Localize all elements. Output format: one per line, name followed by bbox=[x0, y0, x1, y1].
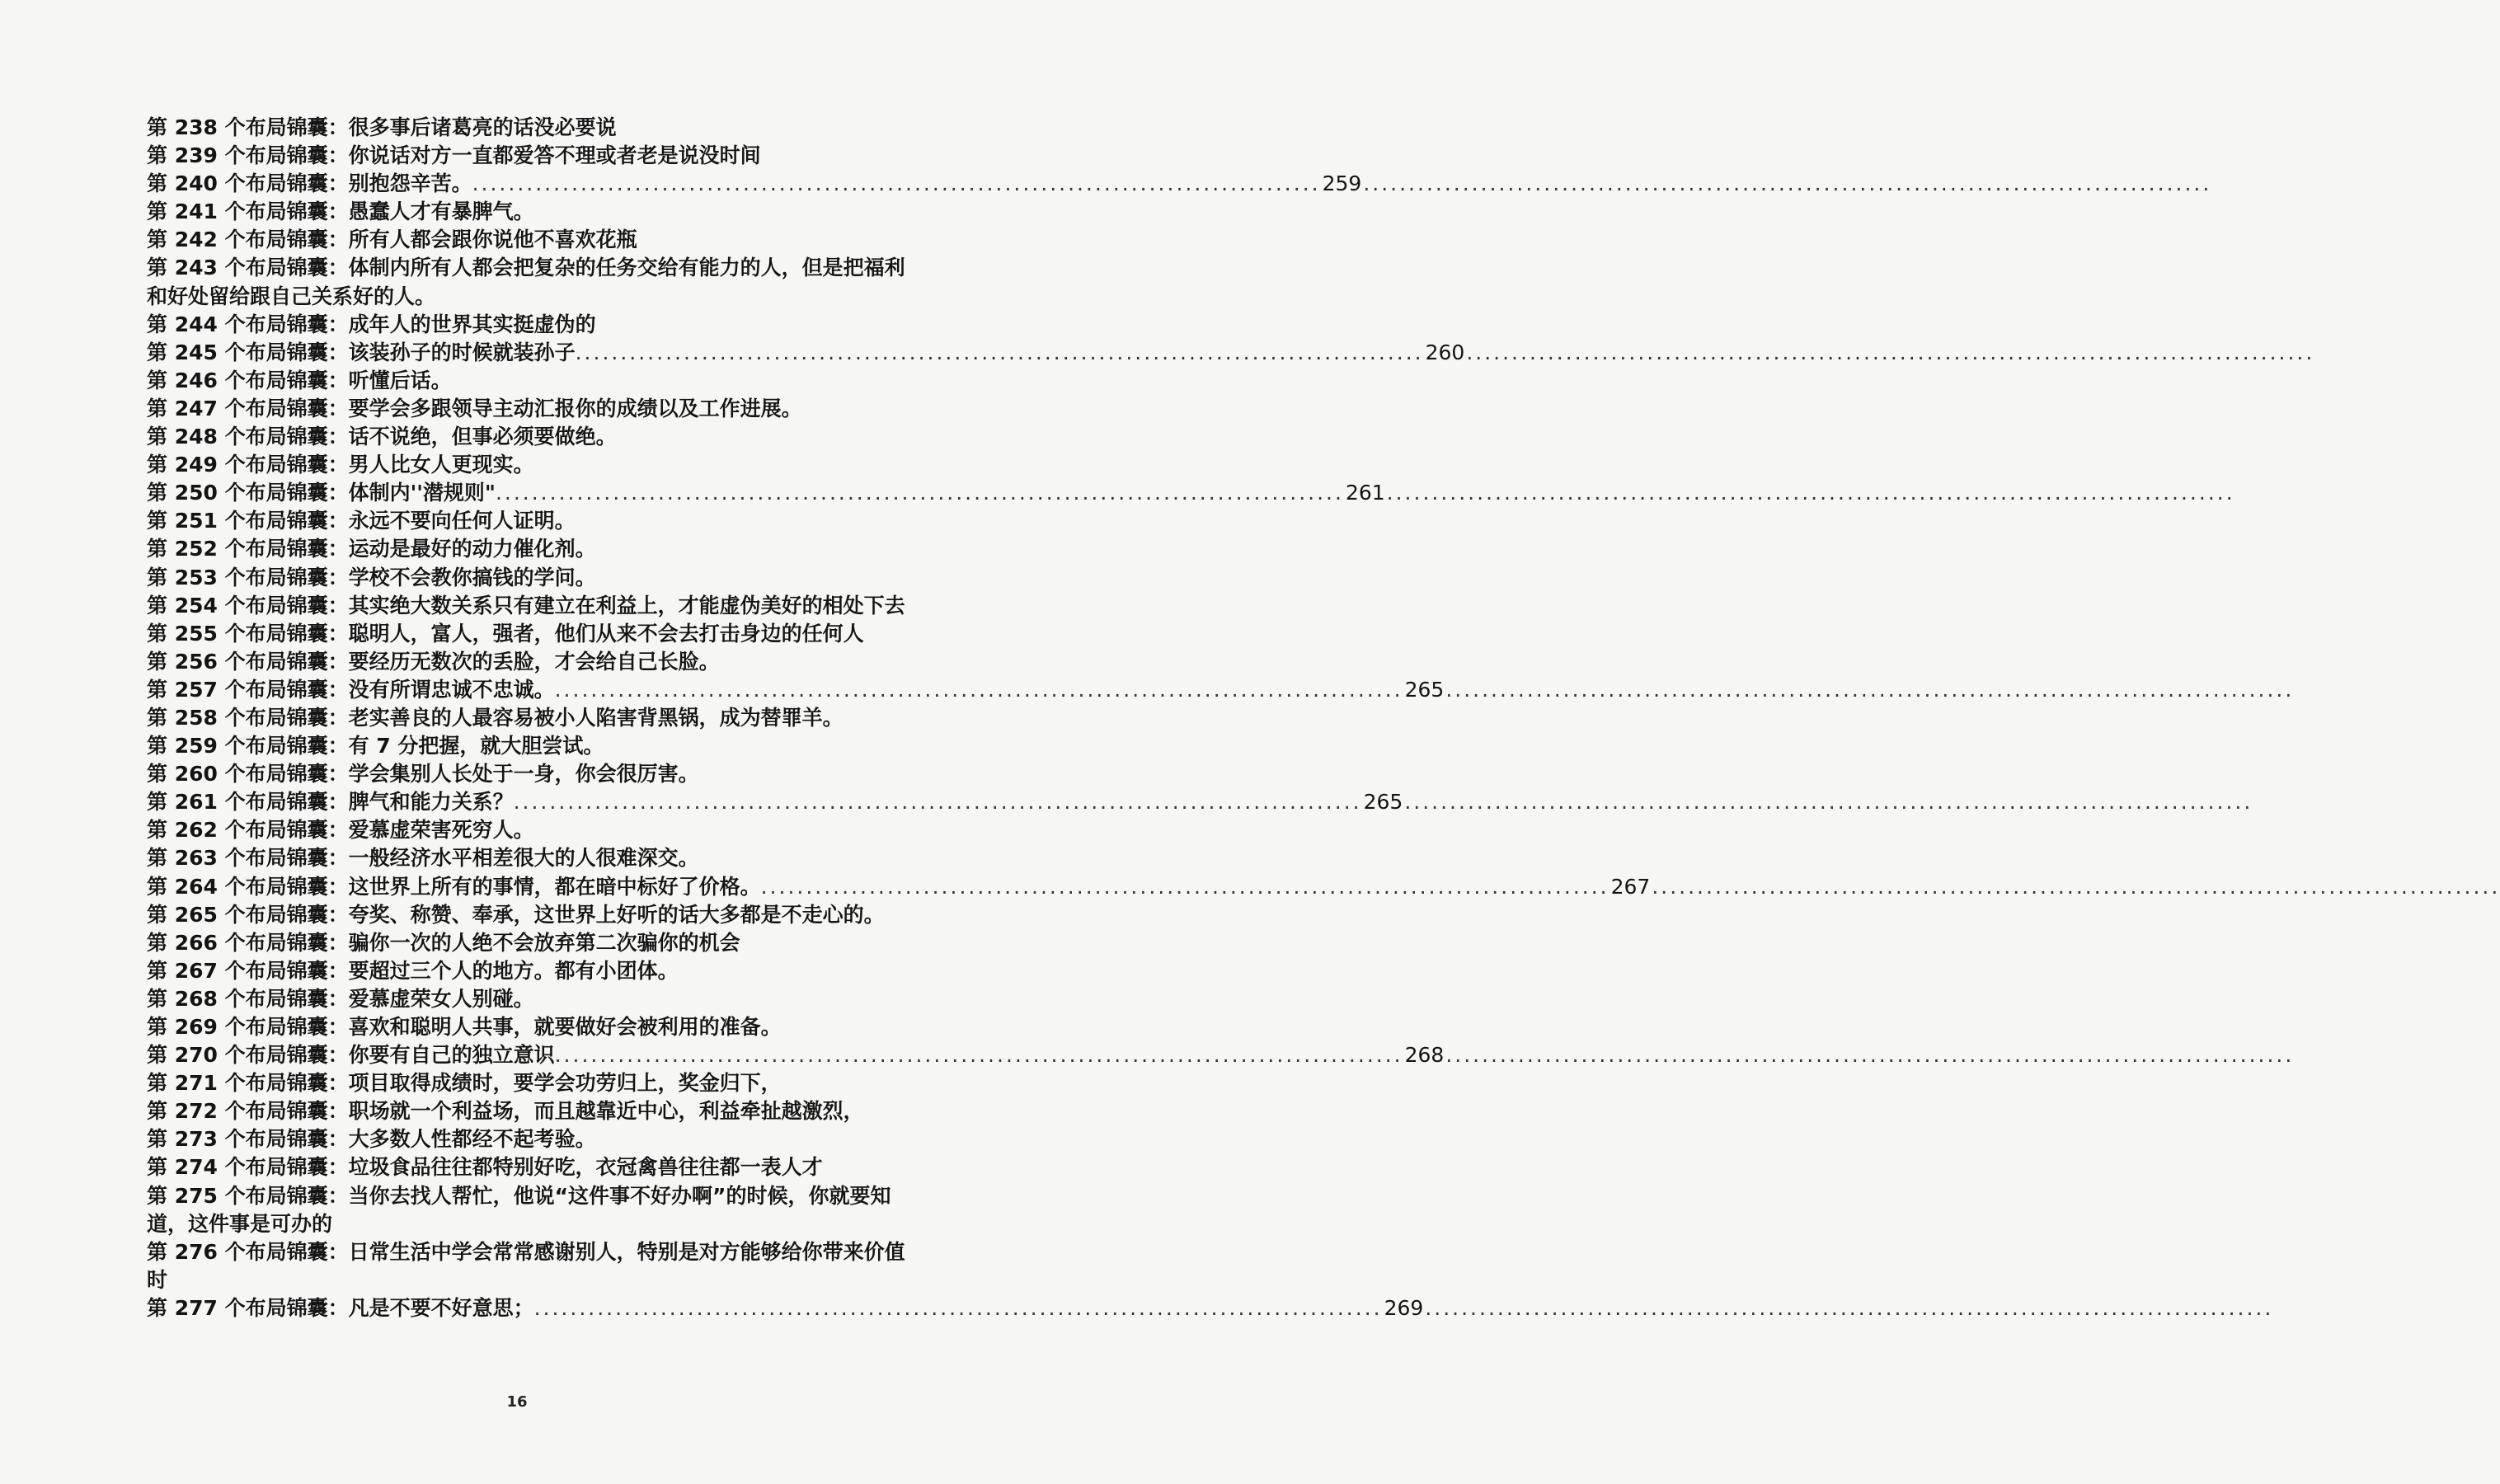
toc-page-number: 267 bbox=[1610, 874, 1651, 899]
dot-leader: .............................................................................................. bbox=[472, 171, 1321, 196]
dot-leader: .............................................................................................. bbox=[554, 677, 1403, 702]
toc-entry-title: 第 265 个布局锦囊：夸奖、称赞、奉承，这世界上好听的话大多都是不走心的。 bbox=[147, 902, 885, 927]
toc-entry bbox=[147, 844, 907, 872]
toc-entry-title: 第 261 个布局锦囊：脾气和能力关系？ bbox=[147, 790, 514, 815]
toc-page-number: 261 bbox=[1345, 481, 1385, 505]
dot-leader: .............................................................................................. bbox=[554, 1043, 1403, 1068]
toc-entry bbox=[147, 395, 907, 423]
toc-entry bbox=[147, 226, 907, 254]
dot-leader: .............................................................................................. bbox=[513, 790, 1362, 815]
toc-entry bbox=[147, 1125, 907, 1153]
toc-entry bbox=[147, 198, 907, 226]
toc-entry-title: 第 247 个布局锦囊：要学会多跟领导主动汇报你的成绩以及工作进展。 bbox=[147, 396, 802, 420]
toc-entry-title: 第 264 个布局锦囊：这世界上所有的事情，都在暗中标好了价格。 bbox=[147, 874, 761, 899]
toc-entry bbox=[147, 479, 2235, 507]
toc-entry bbox=[147, 816, 907, 844]
toc-entry-title: 第 240 个布局锦囊：别抱怨辛苦。 bbox=[147, 171, 472, 196]
toc-entry-title: 第 239 个布局锦囊：你说话对方一直都爱答不理或者老是说没时间 bbox=[147, 143, 761, 168]
toc-entry-title: 第 251 个布局锦囊：永远不要向任何人证明。 bbox=[147, 509, 576, 533]
toc-entry bbox=[147, 592, 907, 620]
dot-leader: .............................................................................................. bbox=[575, 340, 1424, 364]
toc-entry-title: 第 269 个布局锦囊：喜欢和聪明人共事，就要做好会被利用的准备。 bbox=[147, 1015, 782, 1039]
toc-entry bbox=[147, 170, 2212, 198]
toc-entry-title: 第 241 个布局锦囊：愚蠢人才有暴脾气。 bbox=[147, 200, 534, 224]
toc-entry bbox=[147, 732, 907, 760]
toc-entry bbox=[147, 760, 907, 788]
toc-entry bbox=[147, 367, 907, 395]
toc-entry-title: 第 256 个布局锦囊：要经历无数次的丢脸，才会给自己长脸。 bbox=[147, 649, 720, 674]
toc-entry bbox=[147, 648, 907, 676]
dot-leader: .............................................................................................. bbox=[1425, 1295, 2274, 1320]
toc-entry bbox=[147, 451, 907, 479]
dot-leader: .............................................................................................. bbox=[495, 481, 1344, 505]
toc-entry bbox=[147, 254, 907, 310]
toc-entry-title: 第 274 个布局锦囊：垃圾食品往往都特别好吃，衣冠禽兽往往都一表人才 bbox=[147, 1155, 823, 1180]
toc-entry-title: 第 238 个布局锦囊：很多事后诸葛亮的话没必要说 bbox=[147, 115, 617, 139]
toc-entry-title: 第 244 个布局锦囊：成年人的世界其实挺虚伪的 bbox=[147, 312, 596, 336]
toc-entry-title: 第 263 个布局锦囊：一般经济水平相差很大的人很难深交。 bbox=[147, 846, 699, 871]
toc-entry bbox=[147, 423, 907, 451]
toc-entry bbox=[147, 901, 907, 929]
toc-entry bbox=[147, 1238, 907, 1294]
toc-entry bbox=[147, 704, 907, 732]
toc-entry-title: 第 270 个布局锦囊：你要有自己的独立意识 bbox=[147, 1043, 555, 1068]
toc-entry bbox=[147, 620, 907, 648]
toc-entry-title: 第 249 个布局锦囊：男人比女人更现实。 bbox=[147, 453, 534, 477]
toc-entry bbox=[147, 676, 2295, 704]
toc-entry-title: 第 242 个布局锦囊：所有人都会跟你说他不喜欢花瓶 bbox=[147, 228, 637, 252]
toc-entry-title: 第 255 个布局锦囊：聪明人，富人，强者，他们从来不会去打击身边的任何人 bbox=[147, 621, 864, 646]
toc-entry bbox=[147, 985, 907, 1013]
toc-entry bbox=[147, 1013, 907, 1041]
toc-entry-title: 第 254 个布局锦囊：其实绝大数关系只有建立在利益上，才能虚伪美好的相处下去 bbox=[147, 593, 905, 618]
toc-entry bbox=[147, 957, 907, 985]
toc-entry-title: 第 271 个布局锦囊：项目取得成绩时，要学会功劳归上，奖金归下， bbox=[147, 1071, 782, 1096]
dot-leader: .............................................................................................. bbox=[1652, 874, 2500, 899]
toc-entry-title: 第 275 个布局锦囊：当你去找人帮忙，他说“这件事不好办啊”的时候，你就要知道，这件事是可办的 bbox=[147, 1183, 891, 1236]
toc-entry bbox=[147, 1097, 907, 1125]
toc-entry-title: 第 246 个布局锦囊：听懂后话。 bbox=[147, 368, 452, 392]
dot-leader: .............................................................................................. bbox=[1445, 1043, 2295, 1068]
toc-entry-title: 第 262 个布局锦囊：爱慕虚荣害死穷人。 bbox=[147, 818, 534, 843]
toc-entry bbox=[147, 788, 2253, 816]
toc-entry-title: 第 273 个布局锦囊：大多数人性都经不起考验。 bbox=[147, 1127, 596, 1152]
toc-entry-title: 第 277 个布局锦囊：凡是不要不好意思； bbox=[147, 1295, 534, 1320]
toc-entry-title: 第 250 个布局锦囊：体制内''潜规则" bbox=[147, 481, 496, 505]
toc-entry-title: 第 245 个布局锦囊：该装孙子的时候就装孙子 bbox=[147, 340, 576, 364]
toc-entry bbox=[147, 142, 907, 170]
toc-page-number: 260 bbox=[1425, 340, 1465, 364]
toc-entry bbox=[147, 929, 907, 957]
toc-entry bbox=[147, 1069, 907, 1097]
toc-entry bbox=[147, 1153, 907, 1181]
dot-leader: .............................................................................................. bbox=[1466, 340, 2315, 364]
dot-leader: .............................................................................................. bbox=[1445, 677, 2295, 702]
toc-entry-title: 第 259 个布局锦囊：有 7 分把握，就大胆尝试。 bbox=[147, 734, 604, 758]
toc-entry bbox=[147, 1041, 2295, 1069]
toc-page-number: 269 bbox=[1384, 1295, 1424, 1320]
toc-entry-title: 第 267 个布局锦囊：要超过三个人的地方。都有小团体。 bbox=[147, 958, 679, 983]
toc-entry bbox=[147, 1182, 907, 1238]
toc-entry bbox=[147, 311, 907, 339]
dot-leader: .............................................................................................. bbox=[1386, 481, 2235, 505]
toc-page-number: 268 bbox=[1404, 1043, 1445, 1068]
dot-leader: .............................................................................................. bbox=[760, 874, 1609, 899]
toc-entry-title: 第 248 个布局锦囊：话不说绝，但事必须要做绝。 bbox=[147, 425, 617, 449]
toc-entry bbox=[147, 339, 2315, 367]
toc-entry bbox=[147, 114, 907, 142]
dot-leader: .............................................................................................. bbox=[1363, 171, 2212, 196]
toc-entry-title: 第 257 个布局锦囊：没有所谓忠诚不忠诚。 bbox=[147, 677, 555, 702]
toc-entry-title: 第 272 个布局锦囊：职场就一个利益场，而且越靠近中心，利益牵扯越激烈， bbox=[147, 1099, 864, 1124]
toc-entry bbox=[147, 507, 907, 535]
toc-entry-title: 第 260 个布局锦囊：学会集别人长处于一身，你会很厉害。 bbox=[147, 762, 699, 787]
toc-entry bbox=[147, 1294, 2274, 1322]
toc-entry-title: 第 253 个布局锦囊：学校不会教你搞钱的学问。 bbox=[147, 565, 596, 589]
toc-entry-title: 第 243 个布局锦囊：体制内所有人都会把复杂的任务交给有能力的人，但是把福利和好处留给跟自己关系好的人。 bbox=[147, 256, 905, 308]
dot-leader: .............................................................................................. bbox=[1404, 790, 2253, 815]
dot-leader: .............................................................................................. bbox=[533, 1295, 1383, 1320]
page-number: 16 bbox=[506, 1393, 528, 1411]
toc-entry bbox=[147, 535, 907, 563]
toc-page-number: 265 bbox=[1404, 677, 1445, 702]
toc-page-number: 265 bbox=[1363, 790, 1403, 815]
toc-entry-title: 第 252 个布局锦囊：运动是最好的动力催化剂。 bbox=[147, 537, 596, 561]
toc-entry-title: 第 266 个布局锦囊：骗你一次的人绝不会放弃第二次骗你的机会 bbox=[147, 930, 740, 955]
toc-entry bbox=[147, 873, 2500, 901]
toc-entry-title: 第 276 个布局锦囊：日常生活中学会常常感谢别人，特别是对方能够给你带来价值时 bbox=[147, 1239, 905, 1292]
toc-list bbox=[147, 114, 2500, 1322]
toc-entry-title: 第 268 个布局锦囊：爱慕虚荣女人别碰。 bbox=[147, 986, 534, 1011]
toc-entry bbox=[147, 564, 907, 592]
toc-entry-title: 第 258 个布局锦囊：老实善良的人最容易被小人陷害背黑锅，成为替罪羊。 bbox=[147, 705, 844, 730]
toc-page-number: 259 bbox=[1322, 171, 1362, 196]
